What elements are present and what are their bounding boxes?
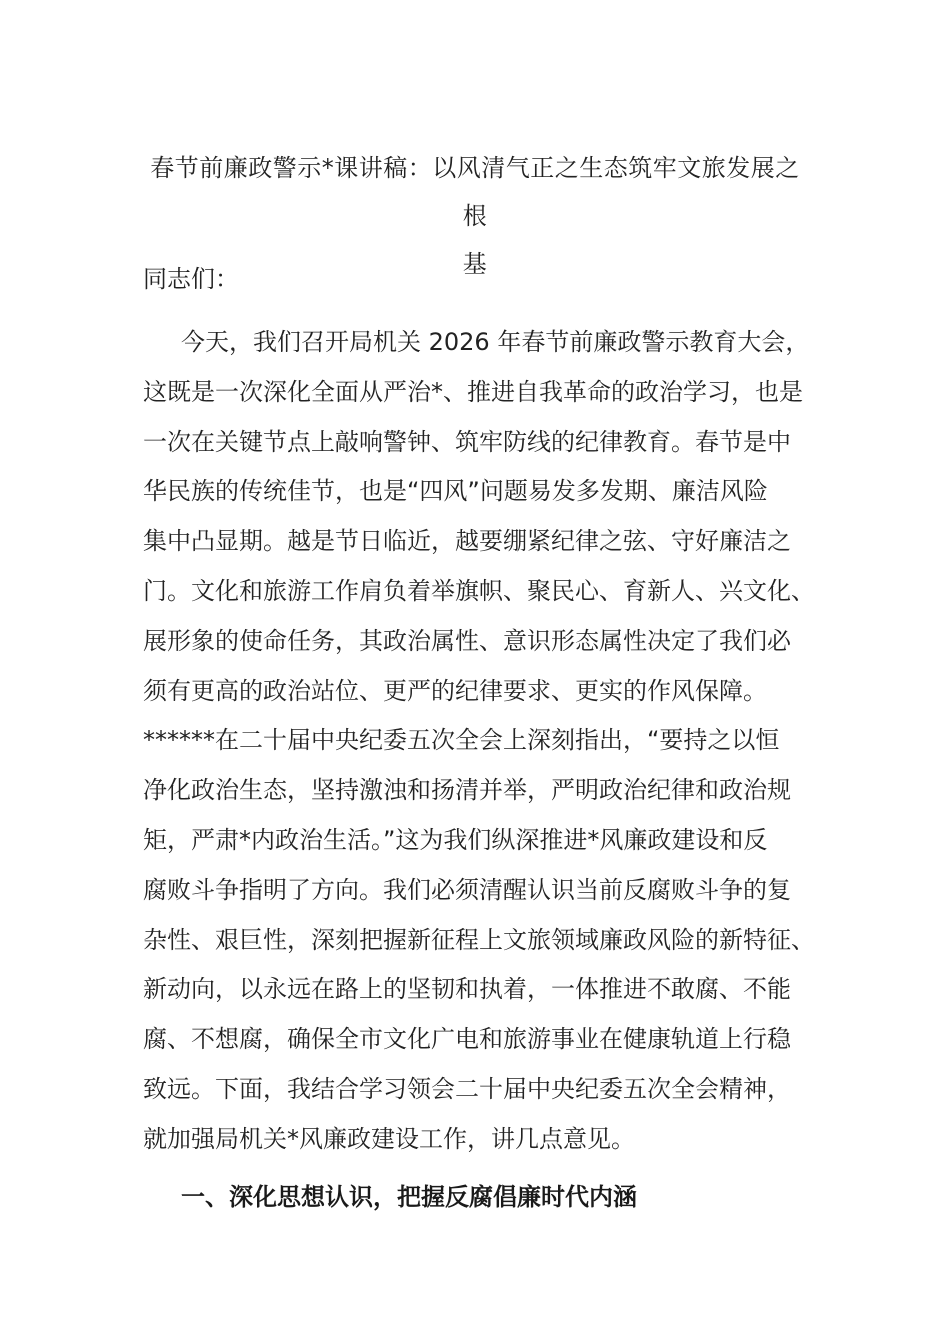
paragraph-line: ******在二十届中央纪委五次全会上深刻指出，“要持之以恒 (143, 726, 780, 755)
paragraph-line: 腐败斗争指明了方向。我们必须清醒认识当前反腐败斗争的复 (143, 875, 791, 904)
title-line-2: 基 (462, 250, 488, 278)
paragraph-line: 这既是一次深化全面从严治*、推进自我革命的政治学习，也是 (143, 377, 803, 406)
opening-paragraph (143, 318, 815, 1165)
title-line-1: 春节前廉政警示*课讲稿：以风清气正之生态筑牢文旅发展之根 (150, 154, 800, 230)
paragraph-line: 门。文化和旅游工作肩负着举旗帜、聚民心、育新人、兴文化、 (143, 576, 815, 605)
paragraph-line: 今天，我们召开局机关 2026 年春节前廉政警示教育大会， (181, 328, 810, 356)
paragraph-line: 腐、不想腐，确保全市文化广电和旅游事业在健康轨道上行稳 (143, 1025, 791, 1054)
paragraph-line: 一次在关键节点上敲响警钟、筑牢防线的纪律教育。春节是中 (143, 427, 791, 456)
paragraph-line: 新动向，以永远在路上的坚韧和执着，一体推进不敢腐、不能 (143, 975, 791, 1004)
paragraph-line: 杂性、艰巨性，深刻把握新征程上文旅领域廉政风险的新特征、 (143, 925, 815, 954)
paragraph-line: 矩，严肃*内政治生活。”这为我们纵深推进*风廉政建设和反 (143, 825, 768, 854)
salutation: 同志们： (143, 265, 239, 293)
paragraph-line: 展形象的使命任务，其政治属性、意识形态属性决定了我们必 (143, 626, 791, 655)
paragraph-line: 华民族的传统佳节，也是“四风”问题易发多发期、廉洁风险 (143, 477, 768, 506)
paragraph-line: 净化政治生态，坚持激浊和扬清并举，严明政治纪律和政治规 (143, 776, 791, 805)
paragraph-line: 致远。下面，我结合学习领会二十届中央纪委五次全会精神， (143, 1074, 791, 1103)
document-title (143, 144, 807, 288)
section-heading: 一、深化思想认识，把握反腐倡廉时代内涵 (181, 1183, 637, 1211)
paragraph-line: 须有更高的政治站位、更严的纪律要求、更实的作风保障。 (143, 676, 767, 705)
paragraph-line: 就加强局机关*风廉政建设工作，讲几点意见。 (143, 1124, 635, 1153)
paragraph-line: 集中凸显期。越是节日临近，越要绷紧纪律之弦、守好廉洁之 (143, 527, 791, 556)
